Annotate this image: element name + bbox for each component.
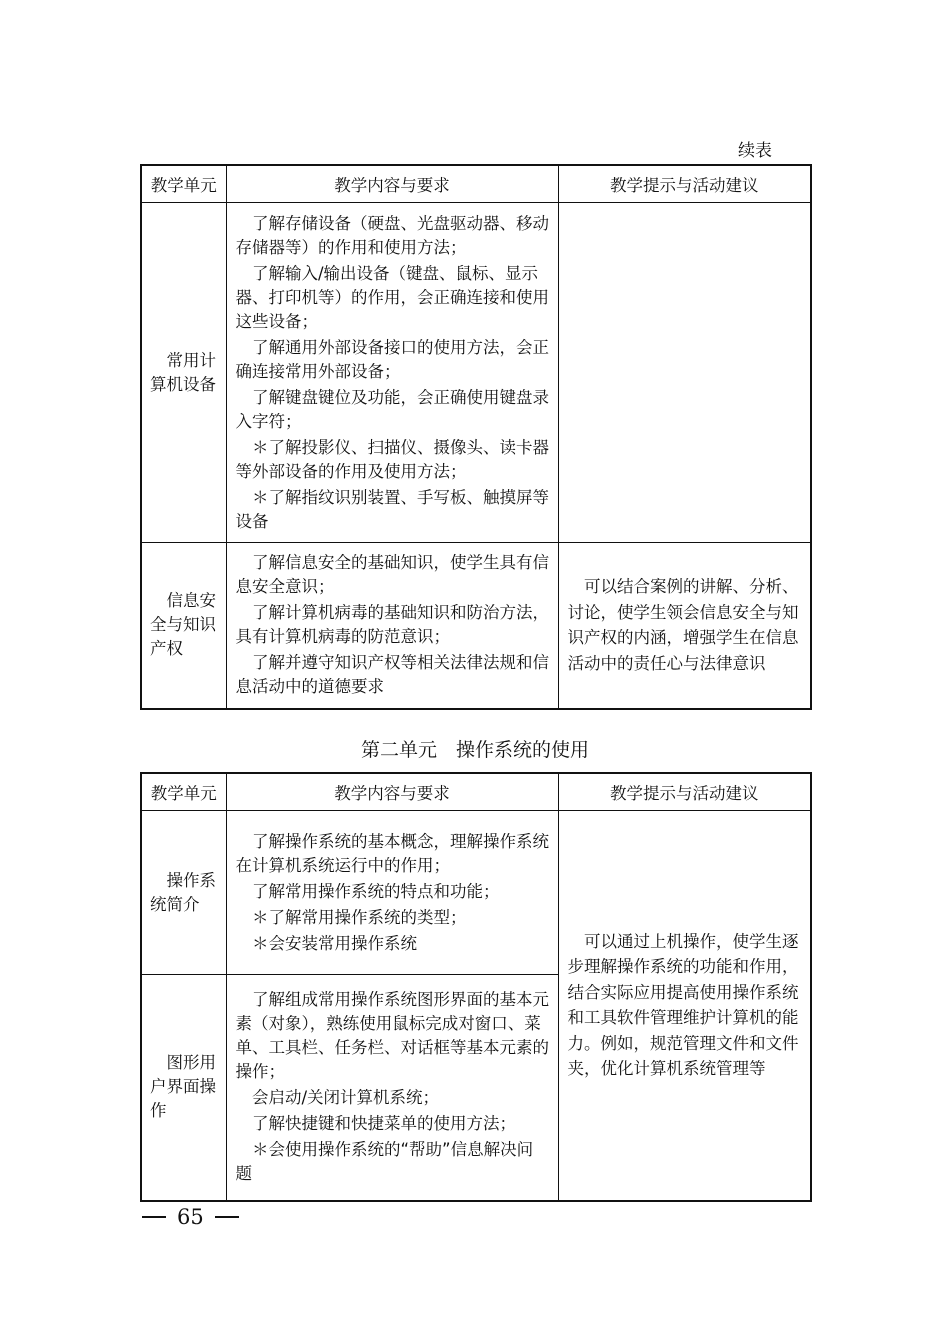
table-header-row: [141, 165, 811, 203]
continued-label: 续表: [738, 141, 772, 161]
content-item: 了解计算机病毒的基础知识和防治方法，具有计算机病毒的防范意识；: [235, 603, 549, 647]
unit-label-line: 全与知识: [150, 615, 216, 635]
table-row: [141, 543, 811, 709]
hint-cell: [558, 203, 811, 543]
header-hint: 教学提示与活动建议: [558, 773, 811, 811]
content-cell: [226, 811, 558, 975]
content-item: 了解通用外部设备接口的使用方法，会正确连接常用外部设备；: [235, 337, 549, 381]
content-item: ＊了解常用操作系统的类型；: [252, 907, 467, 927]
unit-label-line: 信息安: [166, 591, 216, 611]
unit-label-line: 统简介: [150, 894, 200, 914]
hint-text: 可以通过上机操作，使学生逐步理解操作系统的功能和作用，结合实际应用提高使用操作系统和工具软件管理维护计算机的能力。例如，规范管理文件和文件夹，优化计算机系统管理等: [567, 931, 799, 1079]
page-number: 65: [177, 1205, 204, 1229]
hint-text: 可以结合案例的讲解、分析、讨论，使学生领会信息安全与知识产权的内涵，增强学生在信息活动中的责任心与法律意识: [567, 577, 799, 673]
unit-cell: [141, 203, 226, 543]
table-row: [141, 203, 811, 543]
hint-cell-shared: [558, 811, 811, 1201]
content-item: 了解信息安全的基础知识，使学生具有信息安全意识；: [235, 553, 549, 597]
content-cell: [226, 543, 558, 709]
curriculum-table-2: [140, 772, 812, 1202]
content-item: ＊会使用操作系统的“帮助”信息解决问题: [235, 1140, 534, 1184]
footer-dash-left: [142, 1216, 166, 1218]
section-title: 第二单元 操作系统的使用: [360, 739, 589, 761]
content-item: 了解键盘键位及功能，会正确使用键盘录入字符；: [235, 387, 549, 431]
unit-cell: [141, 975, 226, 1201]
content-item: 了解常用操作系统的特点和功能；: [252, 881, 500, 901]
content-item: 了解组成常用操作系统图形界面的基本元素（对象），熟练使用鼠标完成对窗口、菜单、工具栏、任务栏、对话框等基本元素的操作；: [235, 990, 549, 1082]
unit-cell: [141, 811, 226, 975]
header-content: 教学内容与要求: [226, 165, 558, 203]
table-row: [141, 811, 811, 975]
unit-label-line: 作: [150, 1101, 167, 1121]
unit-label-line: 图形用: [166, 1053, 216, 1073]
unit-cell: [141, 543, 226, 709]
page-number-footer: [142, 1202, 239, 1232]
header-content: 教学内容与要求: [226, 773, 558, 811]
hint-cell: [558, 543, 811, 709]
content-item: 了解操作系统的基本概念，理解操作系统在计算机系统运行中的作用；: [235, 831, 549, 875]
content-item: ＊会安装常用操作系统: [252, 933, 417, 953]
content-item: 了解并遵守知识产权等相关法律法规和信息活动中的道德要求: [235, 653, 549, 697]
content-item: 会启动/关闭计算机系统；: [252, 1088, 440, 1108]
content-item: 了解输入/输出设备（键盘、鼠标、显示器、打印机等）的作用，会正确连接和使用这些设备；: [235, 263, 549, 331]
header-unit: 教学单元: [141, 773, 226, 811]
content-cell: [226, 203, 558, 543]
content-item: ＊了解指纹识别装置、手写板、触摸屏等设备: [235, 487, 549, 531]
table-header-row: [141, 773, 811, 811]
footer-dash-right: [215, 1216, 239, 1218]
content-item: 了解存储设备（硬盘、光盘驱动器、移动存储器等）的作用和使用方法；: [235, 213, 549, 257]
content-item: 了解快捷键和快捷菜单的使用方法；: [252, 1114, 516, 1134]
content-cell: [226, 975, 558, 1201]
unit-label-line: 产权: [150, 639, 183, 659]
unit-label-line: 操作系: [166, 870, 216, 890]
content-item: ＊了解投影仪、扫描仪、摄像头、读卡器等外部设备的作用及使用方法；: [235, 437, 549, 481]
header-unit: 教学单元: [141, 165, 226, 203]
header-hint: 教学提示与活动建议: [558, 165, 811, 203]
unit-label-line: 常用计: [166, 350, 216, 370]
curriculum-table-1: [140, 164, 812, 710]
unit-label-line: 户界面操: [150, 1077, 216, 1097]
unit-label-line: 算机设备: [150, 374, 216, 394]
